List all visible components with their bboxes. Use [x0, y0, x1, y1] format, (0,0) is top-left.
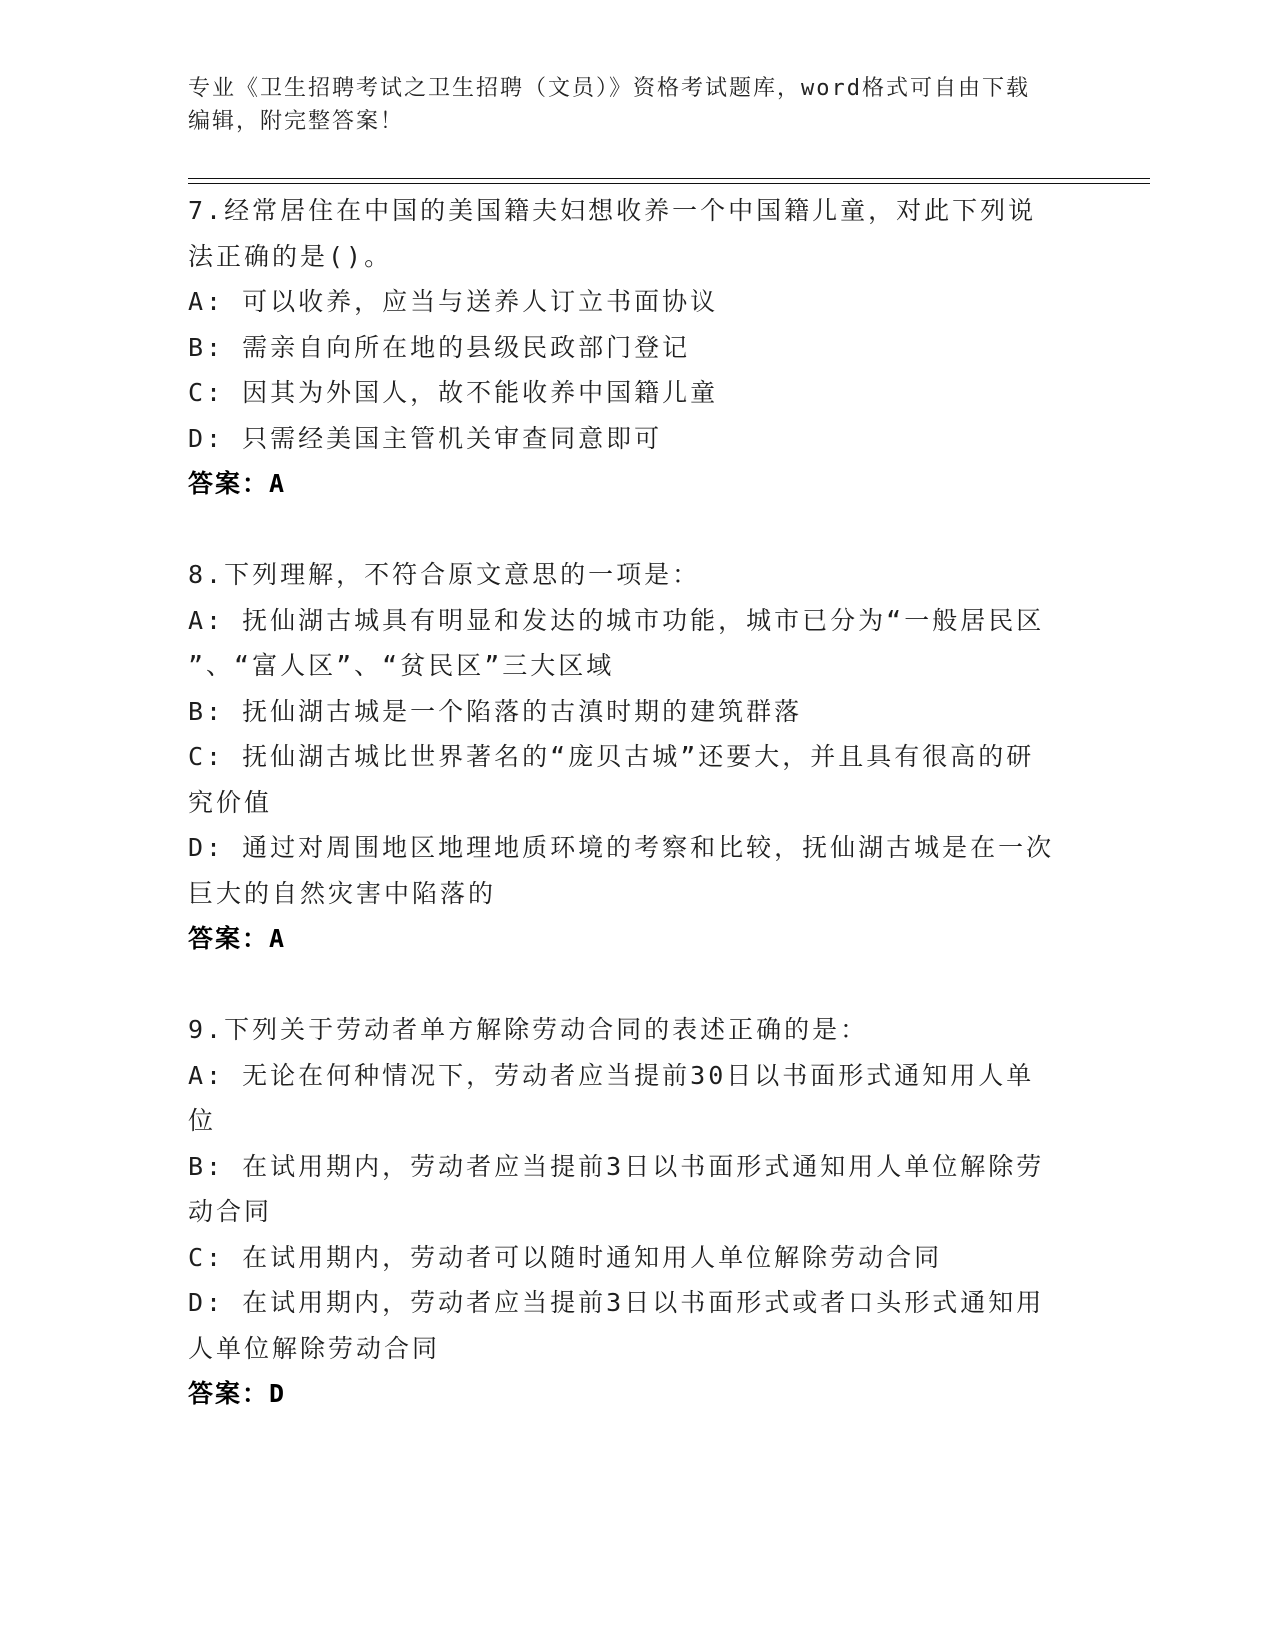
answer: 答案：A — [188, 924, 287, 953]
header-divider-bottom — [188, 183, 1150, 184]
header-divider-top — [188, 178, 1150, 179]
header-line-1: 专业《卫生招聘考试之卫生招聘（文员）》资格考试题库，word格式可自由下载 — [188, 76, 1030, 101]
question-8 — [188, 552, 1088, 962]
option-a: A: 可以收养，应当与送养人订立书面协议 — [188, 287, 719, 316]
option-c: C: 在试用期内，劳动者可以随时通知用人单位解除劳动合同 — [188, 1242, 943, 1272]
answer: 答案：A — [188, 469, 287, 498]
option-d: D: 在试用期内，劳动者应当提前3日以书面形式或者口头形式通知用 — [188, 1288, 1045, 1317]
question-stem: 9.下列关于劳动者单方解除劳动合同的表述正确的是： — [188, 1015, 869, 1044]
option-c-continued: 究价值 — [188, 787, 273, 817]
option-d-continued: 巨大的自然灾害中陷落的 — [188, 878, 497, 908]
header-line-2: 编辑，附完整答案！ — [188, 109, 405, 134]
question-list — [188, 188, 1088, 1417]
option-b: B: 在试用期内，劳动者应当提前3日以书面形式通知用人单位解除劳 — [188, 1151, 1045, 1181]
option-c: C: 抚仙湖古城比世界著名的“庞贝古城”还要大，并且具有很高的研 — [188, 742, 1035, 771]
option-a-continued: ”、“富人区”、“贫民区”三大区域 — [188, 651, 615, 680]
option-d: D: 只需经美国主管机关审查同意即可 — [188, 423, 663, 453]
question-stem: 8.下列理解，不符合原文意思的一项是： — [188, 560, 701, 589]
option-a-continued: 位 — [188, 1106, 217, 1135]
option-a: A: 抚仙湖古城具有明显和发达的城市功能，城市已分为“一般居民区 — [188, 605, 1045, 635]
option-b-continued: 动合同 — [188, 1197, 273, 1226]
question-stem: 7.经常居住在中国的美国籍夫妇想收养一个中国籍儿童，对此下列说 — [188, 196, 1037, 225]
answer: 答案：D — [188, 1379, 287, 1408]
option-b: B: 需亲自向所在地的县级民政部门登记 — [188, 332, 691, 362]
option-a: A: 无论在何种情况下，劳动者应当提前30日以书面形式通知用人单 — [188, 1060, 1035, 1090]
option-b: B: 抚仙湖古城是一个陷落的古滇时期的建筑群落 — [188, 696, 803, 726]
question-7 — [188, 188, 1088, 507]
spacer — [188, 962, 1088, 1008]
question-9 — [188, 1007, 1088, 1417]
option-d: D: 通过对周围地区地理地质环境的考察和比较，抚仙湖古城是在一次 — [188, 833, 1055, 862]
option-d-continued: 人单位解除劳动合同 — [188, 1333, 441, 1363]
question-stem: 法正确的是()。 — [188, 241, 393, 271]
option-c: C: 因其为外国人，故不能收养中国籍儿童 — [188, 378, 719, 407]
document-header — [188, 72, 1068, 138]
spacer — [188, 507, 1088, 553]
